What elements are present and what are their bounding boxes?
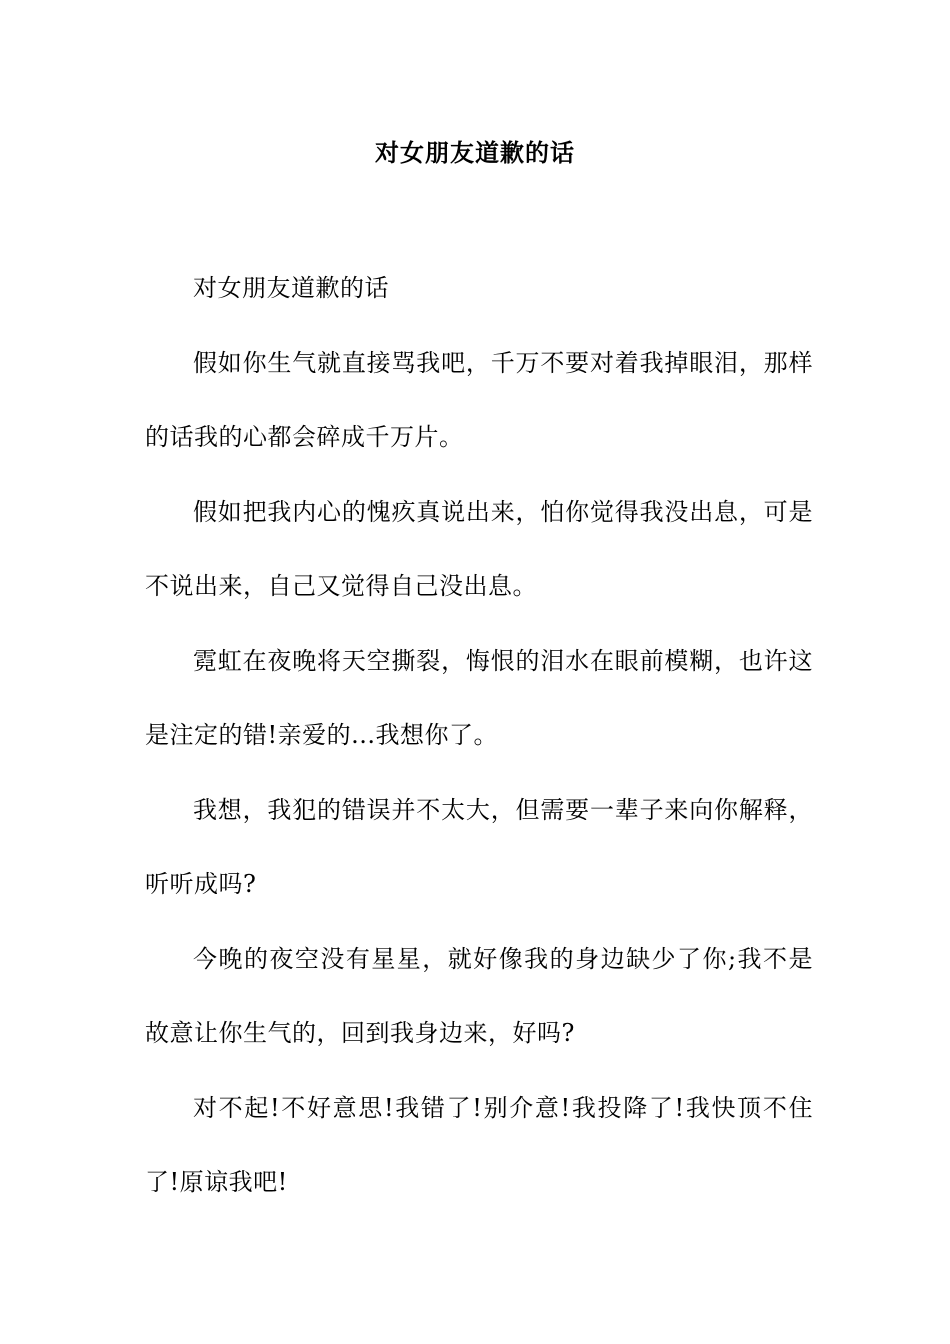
paragraph: 霓虹在夜晚将天空撕裂，悔恨的泪水在眼前模糊，也许这是注定的错!亲爱的...我想你了。 (145, 646, 813, 749)
paragraph: 假如你生气就直接骂我吧，千万不要对着我掉眼泪，那样的话我的心都会碎成千万片。 (145, 348, 813, 451)
paragraph: 对不起!不好意思!我错了!别介意!我投降了!我快顶不住了!原谅我吧! (145, 1093, 813, 1196)
paragraph: 假如把我内心的愧疚真说出来，怕你觉得我没出息，可是不说出来，自己又觉得自己没出息。 (145, 497, 813, 600)
paragraph: 今晚的夜空没有星星，就好像我的身边缺少了你;我不是故意让你生气的，回到我身边来，好吗? (145, 944, 813, 1047)
paragraph-subtitle: 对女朋友道歉的话 (193, 274, 389, 302)
document-title: 对女朋友道歉的话 (375, 138, 575, 167)
paragraph: 我想，我犯的错误并不太大，但需要一辈子来向你解释，听听成吗? (145, 795, 813, 898)
document-body (145, 251, 813, 1220)
